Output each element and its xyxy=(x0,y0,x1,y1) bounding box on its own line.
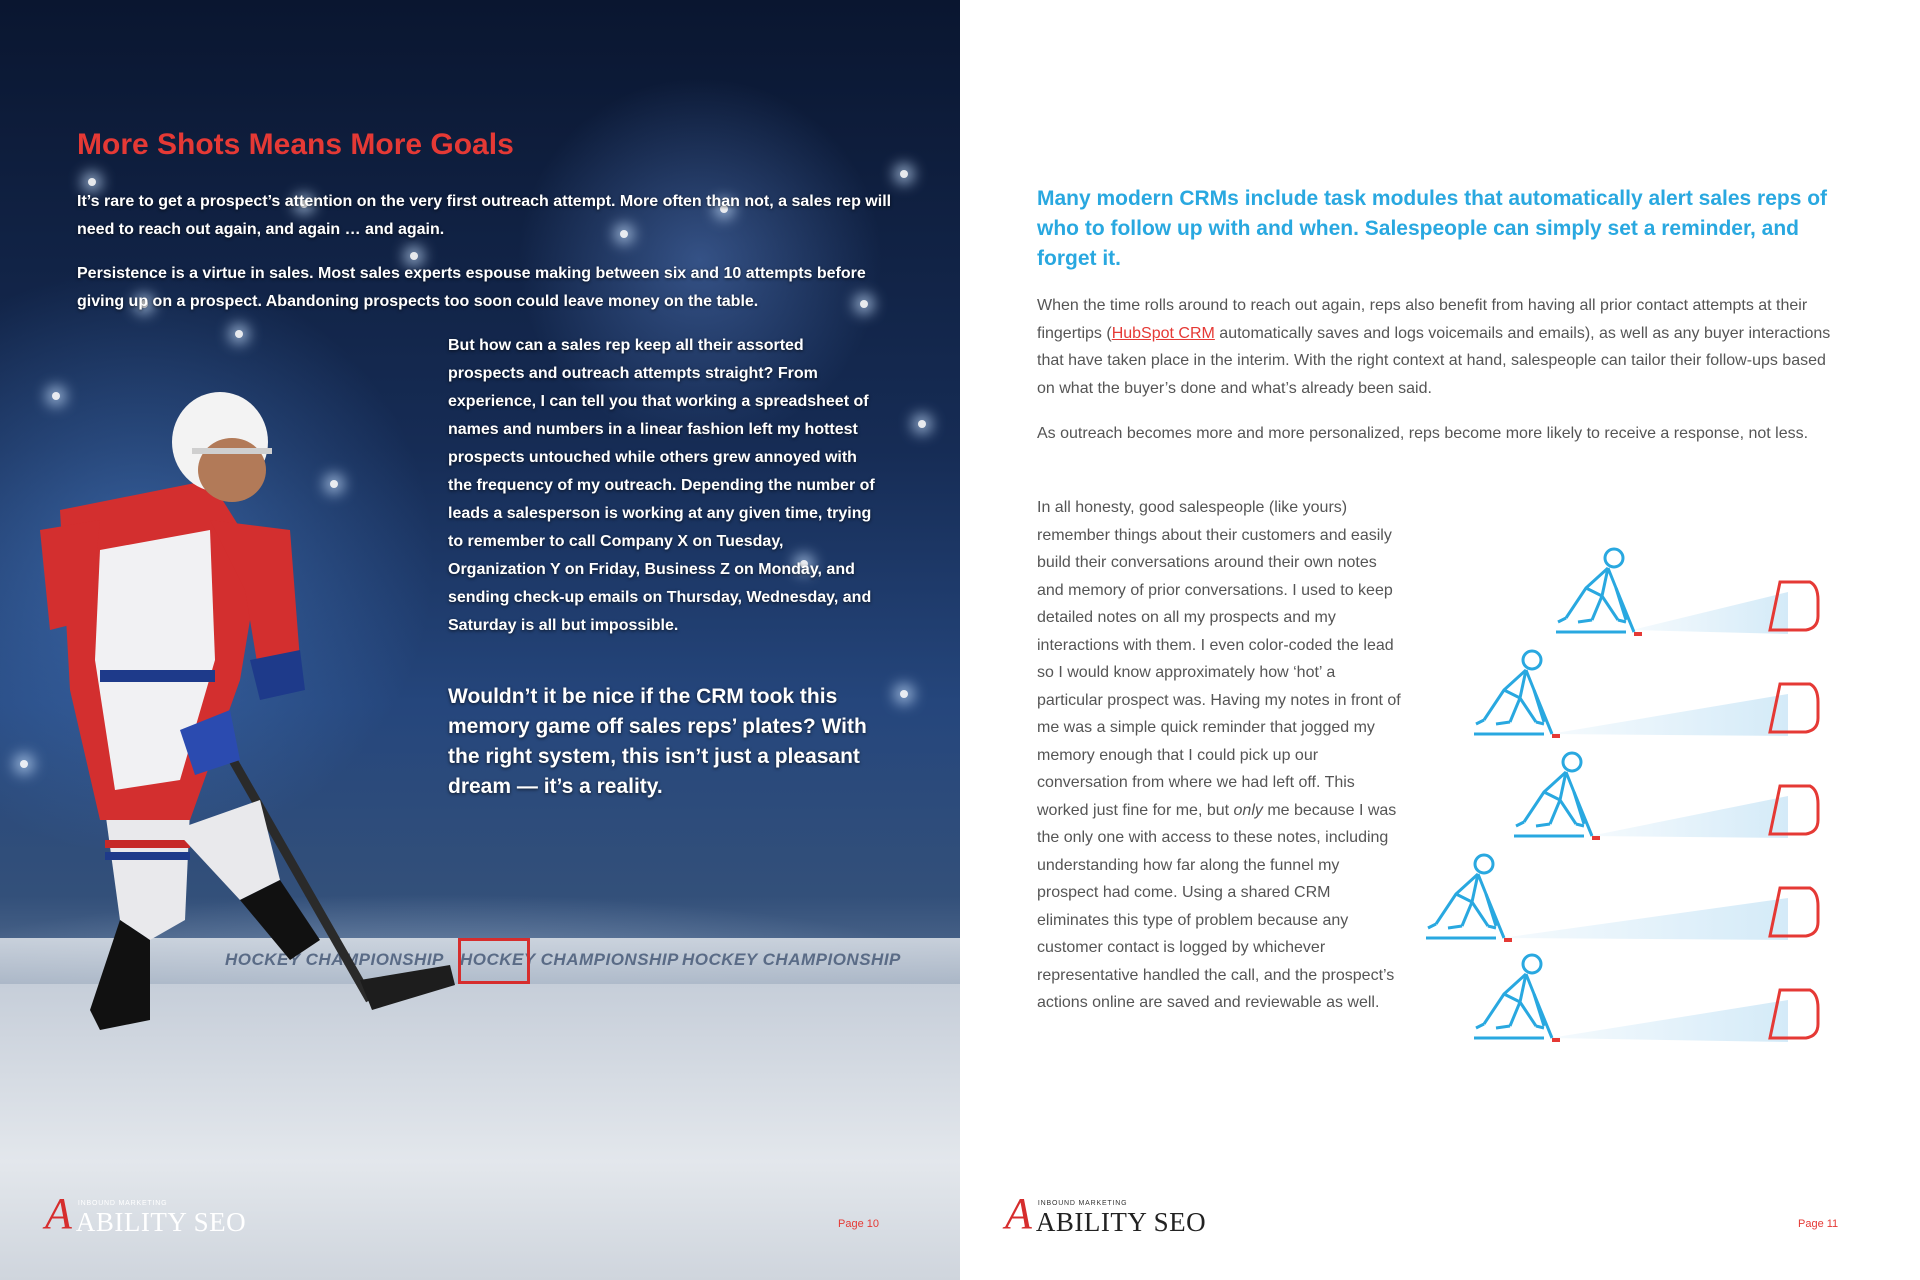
hockey-shots-illustration xyxy=(1420,530,1820,1050)
context-paragraph xyxy=(1037,292,1847,402)
logo-mark: A xyxy=(1005,1189,1032,1238)
ability-seo-logo-right xyxy=(1005,1189,1207,1238)
right-page xyxy=(960,0,1920,1280)
logo-name: ABILITY SEO xyxy=(1035,1207,1207,1237)
intro-paragraph: It’s rare to get a prospect’s attention on the very first outreach attempt. More often than not, a sales rep will need to reach out again, and again … and again. xyxy=(77,193,892,238)
logo-mark: A xyxy=(45,1189,72,1238)
page-number-left: Page 10 xyxy=(838,1218,879,1230)
logo-name: ABILITY SEO xyxy=(75,1207,247,1237)
personalization-paragraph: As outreach becomes more and more personalized, reps become more likely to receive a response, not less. xyxy=(1037,425,1809,442)
callout-quote: Wouldn’t it be nice if the CRM took this memory game off sales reps’ plates? With the right system, this isn’t just a pleasant dream — it’s a reality. xyxy=(448,685,867,798)
board-ad-3: HOCKEY CHAMPIONSHIP xyxy=(682,950,901,969)
notes-emphasis: only xyxy=(1233,801,1263,819)
persistence-paragraph: Persistence is a virtue in sales. Most sales experts espouse making between six and 10 attempts before giving up on a prospect. Abandoning prospects too soon could leave money on the table. xyxy=(77,265,866,310)
notes-text-start: In all honesty, good salespeople (like yours) remember things about their customers and easily build their conversations around their own notes and memory of prior conversations. I used to keep detailed notes on all my prospects and my interactions with them. I even color-coded the lead so I would know approximately how ‘hot’ a particular prospect was. Having my notes in front of me was a simple quick reminder that jogged my memory enough that I could pick up our conversation from where we had left off. This worked just fine for me, but xyxy=(1037,499,1401,819)
logo-tagline: INBOUND MARKETING xyxy=(77,1200,168,1207)
crm-heading: Many modern CRMs include task modules that automatically alert sales reps of who to follow up with and when. Salespeople can simply set a reminder, and forget it. xyxy=(1037,187,1828,270)
board-ad-2: HOCKEY CHAMPIONSHIP xyxy=(460,950,679,969)
notes-text-end: me because I was the only one with access to these notes, including understanding how far along the funnel my prospect had come. Using a shared CRM eliminates this type of problem because any customer contact is logged by whichever representative handled the call, and the prospect’s actions online are saved and reviewable as well. xyxy=(1037,801,1397,1011)
ability-seo-logo-left xyxy=(45,1189,247,1238)
notes-paragraph xyxy=(1037,494,1402,1017)
board-ad-1: HOCKEY CHAMPIONSHIP xyxy=(225,950,444,969)
section-title: More Shots Means More Goals xyxy=(77,128,514,161)
context-text-end: automatically saves and logs voicemails and emails), as well as any buyer interactions that have taken place in the interim. With the right context at hand, salespeople can tailor their follow-ups based on what the buyer’s done and what’s already been said. xyxy=(1037,324,1831,397)
skater-row-3 xyxy=(1514,753,1818,838)
skater-row-1 xyxy=(1556,549,1818,634)
skater-row-2 xyxy=(1474,651,1818,736)
logo-tagline: INBOUND MARKETING xyxy=(1037,1200,1128,1207)
page-number-right: Page 11 xyxy=(1798,1218,1839,1230)
skater-row-5 xyxy=(1474,955,1818,1042)
skater-row-4 xyxy=(1426,855,1818,940)
experience-paragraph: But how can a sales rep keep all their assorted prospects and outreach attempts straight? From experience, I can tell you that working a spreadsheet of names and numbers in a linear fashion left my hottest prospects untouched while others grew annoyed with the frequency of my outreach. Depending the number of leads a salesperson is working at any given time, trying to remember to call Company X on Tuesday, Organization Y on Friday, Business Z on Monday, and sending check-up emails on Thursday, Wednesday, and Saturday is all but impossible. xyxy=(448,337,875,634)
context-text-start: When the time rolls around to reach out again, reps also benefit from having all prior contact attempts at their fingertips ( xyxy=(1037,297,1808,342)
hubspot-crm-link[interactable]: HubSpot CRM xyxy=(1111,324,1215,342)
